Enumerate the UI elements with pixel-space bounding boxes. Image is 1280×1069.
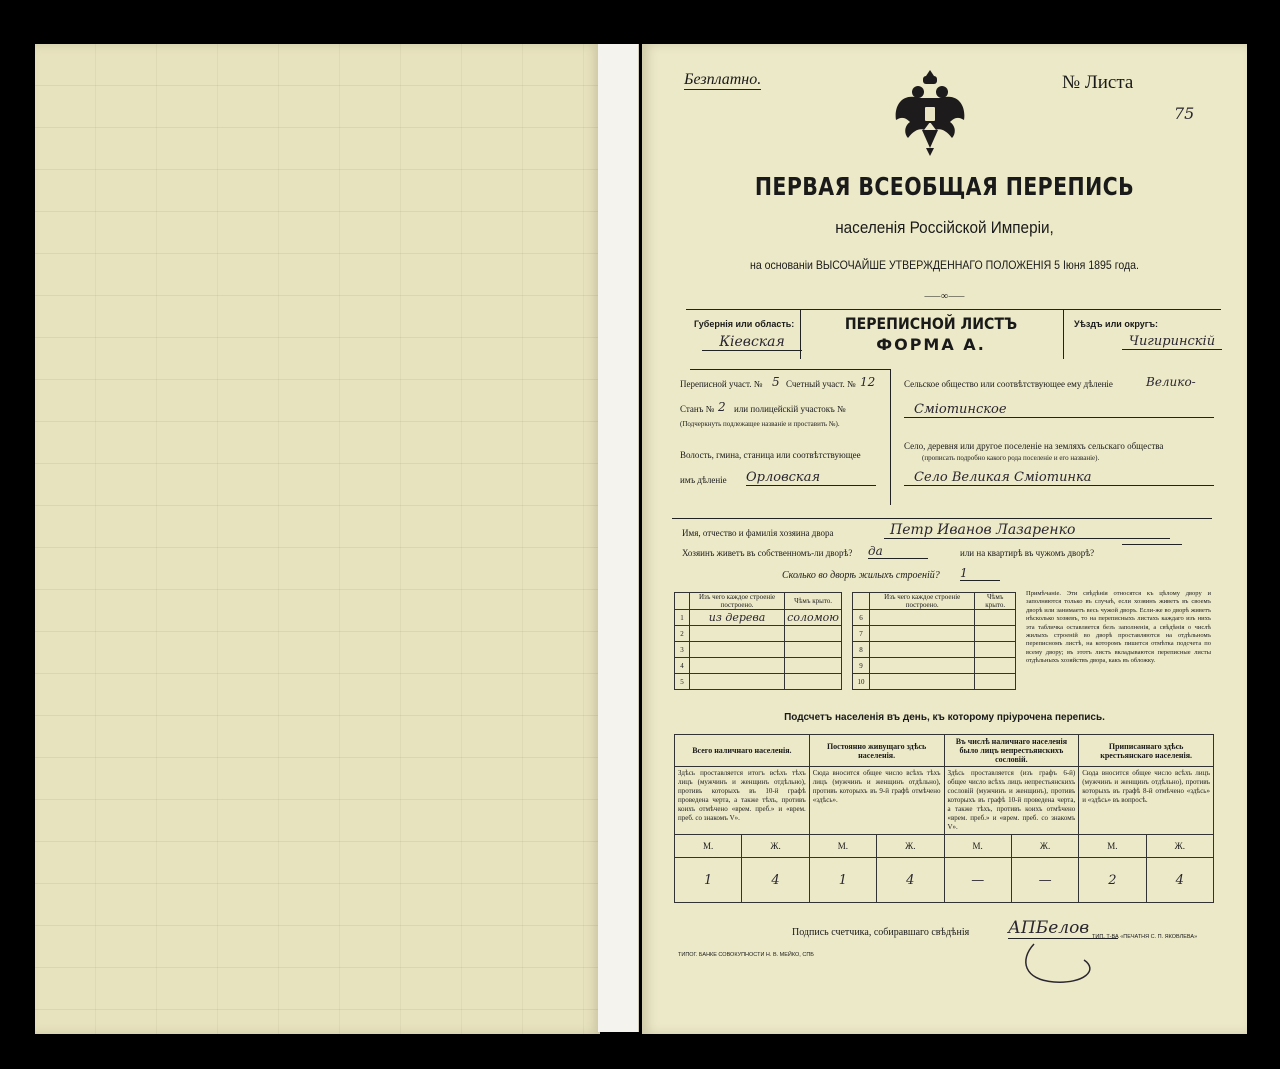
province-label: Губернія или область: xyxy=(694,319,795,329)
table-row: 5 xyxy=(675,674,842,690)
village-note: (прописать подробно какого рода поселеніе и его названіе). xyxy=(922,454,1100,462)
table-row: 2 xyxy=(675,626,842,642)
table-row: 9 xyxy=(853,658,1016,674)
main-title: ПЕРВАЯ ВСЕОБЩАЯ ПЕРЕПИСЬ xyxy=(754,172,1135,201)
subtitle: населенія Россійской Имперіи, xyxy=(835,218,1054,237)
volost-label: Волость, гмина, станица или соотвѣтствующее xyxy=(680,450,861,460)
col-total-header: Всего наличнаго населенія. xyxy=(675,735,810,767)
sheet-number-label: № Листа xyxy=(1062,72,1134,93)
col-peasant-header: Приписаннаго здѣсь крестьянскаго населенія. xyxy=(1079,735,1214,767)
count-section-value: 12 xyxy=(860,375,876,389)
population-heading: Подсчетъ населенія въ день, къ которому пріурочена перепись. xyxy=(784,712,1105,723)
village-label: Село, деревня или другое поселеніе на земляхъ сельскаго общества xyxy=(904,441,1164,451)
signature-flourish-icon xyxy=(1014,940,1104,990)
table-row: 1 4 1 4 — — 2 4 xyxy=(675,858,1214,903)
col-nonpeasant-header: Въ числѣ наличнаго населенія было лицъ непрестьянскихъ сословій. xyxy=(944,735,1079,767)
province-value: Кіевская xyxy=(702,334,802,351)
form-title: ФОРМА А. xyxy=(876,335,986,354)
lives-rent-label: или на квартирѣ въ чужомъ дворѣ? xyxy=(960,548,1095,558)
book-gutter xyxy=(598,44,639,1032)
society-value-1: Велико- xyxy=(1146,375,1196,389)
signature-label: Подпись счетчика, собиравшаго свѣдѣнія xyxy=(792,927,970,938)
free-label: Безплатно. xyxy=(684,71,762,88)
village-value: Село Великая Сміотинка xyxy=(904,470,1214,486)
table-row: 6 xyxy=(853,610,1016,626)
district-value: Чигиринскій xyxy=(1122,334,1222,350)
stan-label: Станъ № xyxy=(680,404,715,414)
buildings-table-right: Изъ чего каждое строеніе построено. Чѣмъ крыто. 6 7 8 9 10 xyxy=(852,592,1016,690)
buildings-count-value: 1 xyxy=(960,566,1000,581)
signature-value: АПБелов xyxy=(1008,918,1118,939)
stan-value: 2 xyxy=(718,400,726,414)
printer-right: ТИП. Т-ВА «ПЕЧАТНЯ С. П. ЯКОВЛЕВА» xyxy=(1092,934,1198,940)
owner-name-label: Имя, отчество и фамилія хозяина двора xyxy=(682,528,834,538)
sheet-title: ПЕРЕПИСНОЙ ЛИСТЪ xyxy=(844,314,1018,333)
society-label: Сельское общество или соотвѣтствующее ему дѣленіе xyxy=(904,379,1113,389)
table-row: 3 xyxy=(675,642,842,658)
col-roof-header: Чѣмъ крыто. xyxy=(785,593,842,610)
count-section-label: Счетный участ. № xyxy=(786,379,856,389)
census-section-value: 5 xyxy=(772,375,780,389)
district-label: Уѣздъ или округъ: xyxy=(1074,319,1159,329)
lives-own-label: Хозяинъ живетъ въ собственномъ-ли дворѣ? xyxy=(682,548,853,558)
sheet-number-value: 75 xyxy=(1174,104,1195,123)
buildings-note: Примѣчаніе. Эти свѣдѣнія относятся къ цѣлому двору и заполняются только въ случаѣ, если хозяинъ живетъ въ своемъ дворѣ или занимаетъ весь чужой дворъ. Если-же во дворѣ живетъ нѣсколько хозяевъ, то на переписныхъ листахъ каждаго изъ нихъ эта табличка оставляется безъ заполненія, а свѣдѣнія о числѣ жилыхъ строеній во дворѣ проставляются на отдѣльномъ переписномъ листѣ, на которомъ пишется отмѣтка подсчета по всему двору; въ этотъ листъ вкладываются переписные листы отдѣльныхъ хозяйствъ двора, какъ въ обложку. xyxy=(1026,590,1211,665)
table-row: 1 из дерева соломою xyxy=(675,610,842,626)
table-row: 10 xyxy=(853,674,1016,690)
volost-label-2: имъ дѣленіе xyxy=(680,475,727,485)
imperial-eagle-emblem xyxy=(890,64,970,160)
printer-left: ТИПОГ. БАНКЕ СОВОКУПНОСТИ Н. В. МЕЙКО, СПБ xyxy=(678,952,814,958)
census-section-label: Переписной участ. № xyxy=(680,379,763,389)
left-page xyxy=(35,44,600,1034)
legal-basis: на основаніи ВЫСОЧАЙШЕ УТВЕРЖДЕННАГО ПОЛОЖЕНІЯ 5 Іюня 1895 года. xyxy=(750,258,1139,272)
society-value-2: Сміотинское xyxy=(904,402,1214,418)
table-row: 4 xyxy=(675,658,842,674)
lives-rent-value xyxy=(1122,544,1182,545)
underline-note: (Подчеркнуть подлежащее названіе и проставить №). xyxy=(680,420,840,428)
table-row: 7 xyxy=(853,626,1016,642)
owner-divider xyxy=(672,518,1212,519)
ornament: ⸺∞⸺ xyxy=(924,291,965,302)
table-row: 8 xyxy=(853,642,1016,658)
buildings-count-label: Сколько во дворѣ жилыхъ строеній? xyxy=(782,570,940,581)
col-material-header: Изъ чего каждое строеніе построено. xyxy=(690,593,785,610)
lives-own-value: да xyxy=(868,544,928,559)
col-resident-header: Постоянно живущаго здѣсь населенія. xyxy=(809,735,944,767)
owner-name-value: Петр Иванов Лазаренко xyxy=(884,522,1170,539)
census-sheet xyxy=(642,44,1247,1034)
volost-value: Орловская xyxy=(746,470,876,486)
buildings-table-left xyxy=(674,592,842,690)
population-table: Всего наличнаго населенія. Постоянно живущаго здѣсь населенія. Въ числѣ наличнаго населенія было лицъ непрестьянскихъ сословій. Приписаннаго здѣсь крестьянскаго населенія. Здѣсь проставляется итогъ всѣхъ тѣхъ лицъ (мужчинъ и женщинъ отдѣльно), противъ которыхъ въ 10-й графѣ проведена черта, а также тѣхъ, противъ коихъ отмѣчено «врем. преб.» и «врем. преб. со знакомъ V». Сюда вносится общее число всѣхъ тѣхъ лицъ (мужчинъ и женщинъ отдѣльно), противъ которыхъ въ 9-й графѣ отмѣчено «здѣсь». Здѣсь проставляется (изъ графъ 6-й) общее число всѣхъ лицъ непрестьянскихъ сословій (мужчинъ и женщинъ), противъ которыхъ въ графѣ 10-й проведена черта, а также тѣхъ, противъ коихъ отмѣчено «врем. преб.» и «врем. преб. со знакомъ V». Сюда вносится общее число всѣхъ лицъ (мужчинъ и женщинъ отдѣльно), противъ которыхъ въ графѣ 8-й отмѣчено «здѣсь» и «здѣсь» въ вопросѣ. М. Ж. М. Ж. М. Ж. М. Ж. 1 4 1 4 — — 2 4 xyxy=(674,734,1214,903)
police-label: или полицейскій участокъ № xyxy=(734,404,846,414)
